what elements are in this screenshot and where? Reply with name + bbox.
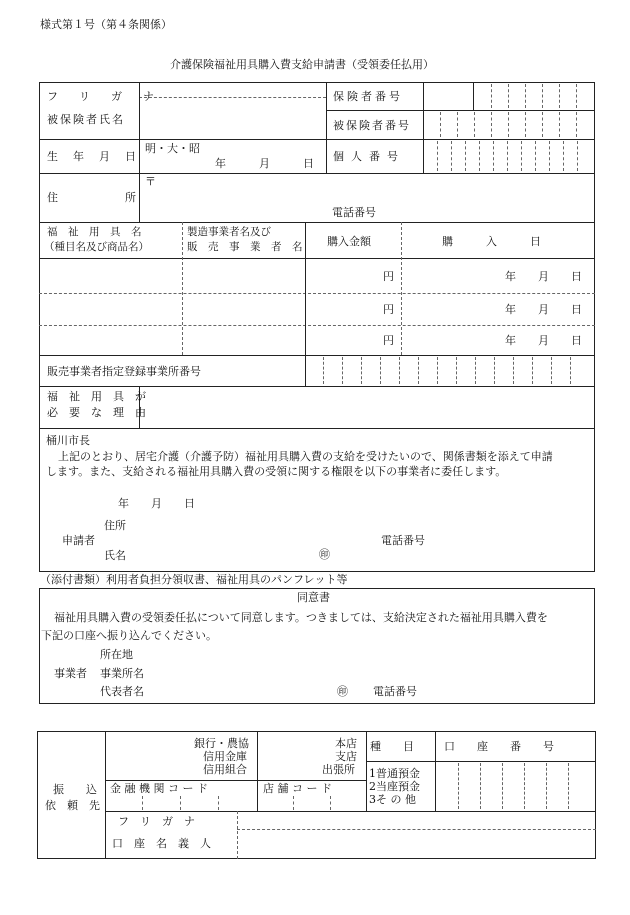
account-number-header: 口 座 番 号 <box>444 740 554 753</box>
reason-label-line2: 必 要 な 理 由 <box>47 406 146 419</box>
consent-title: 同意書 <box>297 591 330 604</box>
attachments-note: （添付書類）利用者負担分領収書、福祉用具のパンフレット等 <box>40 573 348 586</box>
amount-header: 購入金額 <box>327 235 371 248</box>
account-holder-label: 口 座 名 義 人 <box>112 837 211 850</box>
bank-type-3: 信用組合 <box>203 763 247 776</box>
bank-type-2: 信用金庫 <box>203 750 247 763</box>
application-date: 年 月 日 <box>118 497 195 510</box>
operator-phone-label: 電話番号 <box>373 685 417 698</box>
seal-mark: ㊞ <box>319 548 330 561</box>
birth-date-ymd: 年 月 日 <box>215 157 314 170</box>
applicant-name-label: 氏名 <box>104 549 126 562</box>
item-name-header: 福 祉 用 具 名 <box>47 226 142 238</box>
row3-yen: 円 <box>383 334 394 347</box>
transfer-label-line2: 依 頼 先 <box>45 799 100 812</box>
addressee: 桶川市長 <box>46 434 90 447</box>
account-type-option-2: 2当座預金 <box>369 780 420 793</box>
row2-date: 年 月 日 <box>505 303 582 316</box>
row1-date: 年 月 日 <box>505 270 582 283</box>
birth-date-label: 生 年 月 日 <box>47 150 138 163</box>
declaration-line2: します。また、支給される福祉用具購入費の受領に関する権限を以下の事業者に委任します。 <box>46 465 507 478</box>
maker-header: 製造事業者名及び <box>187 226 271 238</box>
transfer-label-line1: 振 込 <box>53 783 97 796</box>
insurer-number-label: 保険者番号 <box>333 90 403 103</box>
consent-line1: 福祉用具購入費の受領委任払について同意します。つきましては、支給決定された福祉用具購入費を <box>54 611 548 624</box>
bank-type-1: 銀行・農協 <box>194 737 249 750</box>
row3-date: 年 月 日 <box>505 334 582 347</box>
purchase-date-header: 購 入 日 <box>442 235 541 248</box>
form-title: 介護保険福祉用具購入費支給申請書（受領委任払用） <box>170 58 434 71</box>
account-type-header: 種 目 <box>370 740 414 753</box>
personal-number-label: 個人番号 <box>333 150 405 163</box>
account-type-option-1: 1普通預金 <box>369 767 420 780</box>
row1-yen: 円 <box>383 270 394 283</box>
applicant-address-label: 住所 <box>104 519 126 532</box>
seller-header: 販 売 事 業 者 名 <box>187 241 303 253</box>
seller-registration-label: 販売事業者指定登録事業所番号 <box>47 365 201 378</box>
applicant-phone-label: 電話番号 <box>381 534 425 547</box>
form-number: 様式第１号（第４条関係） <box>40 18 172 31</box>
branch-code-label: 店 舗 コ ー ド <box>263 782 332 795</box>
operator-location-label: 所在地 <box>100 648 133 661</box>
branch-type-1: 本店 <box>335 737 357 750</box>
address-label: 住 所 <box>47 191 138 204</box>
era-options: 明・大・昭 <box>145 142 200 155</box>
applicant-label: 申請者 <box>62 534 95 547</box>
reason-label-line1: 福 祉 用 具 が <box>47 390 146 403</box>
phone-label: 電話番号 <box>332 206 376 219</box>
postal-mark: 〒 <box>145 175 156 188</box>
bank-code-label: 金 融 機 関 コ ー ド <box>110 782 208 795</box>
declaration-line1: 上記のとおり、居宅介護（介護予防）福祉用具購入費の支給を受けたいので、関係書類を添えて申請 <box>58 450 553 463</box>
holder-furigana-label: フ リ ガ ナ <box>118 815 195 828</box>
branch-type-2: 支店 <box>335 750 357 763</box>
item-name-subheader: （種目名及び商品名） <box>44 241 149 253</box>
insured-name-label: 被保険者氏名 <box>47 113 125 126</box>
row2-yen: 円 <box>383 303 394 316</box>
operator-label: 事業者 <box>54 667 87 680</box>
consent-line2: 下記の口座へ振り込んでください。 <box>41 629 217 642</box>
representative-label: 代表者名 <box>100 685 144 698</box>
consent-seal-mark: ㊞ <box>337 685 348 698</box>
business-name-label: 事業所名 <box>100 667 144 680</box>
branch-type-3: 出張所 <box>322 763 355 776</box>
account-type-option-3: 3そ の 他 <box>369 793 416 806</box>
insured-number-label: 被保険者番号 <box>333 119 411 132</box>
furigana-label: フ リ ガ ナ <box>47 90 159 103</box>
